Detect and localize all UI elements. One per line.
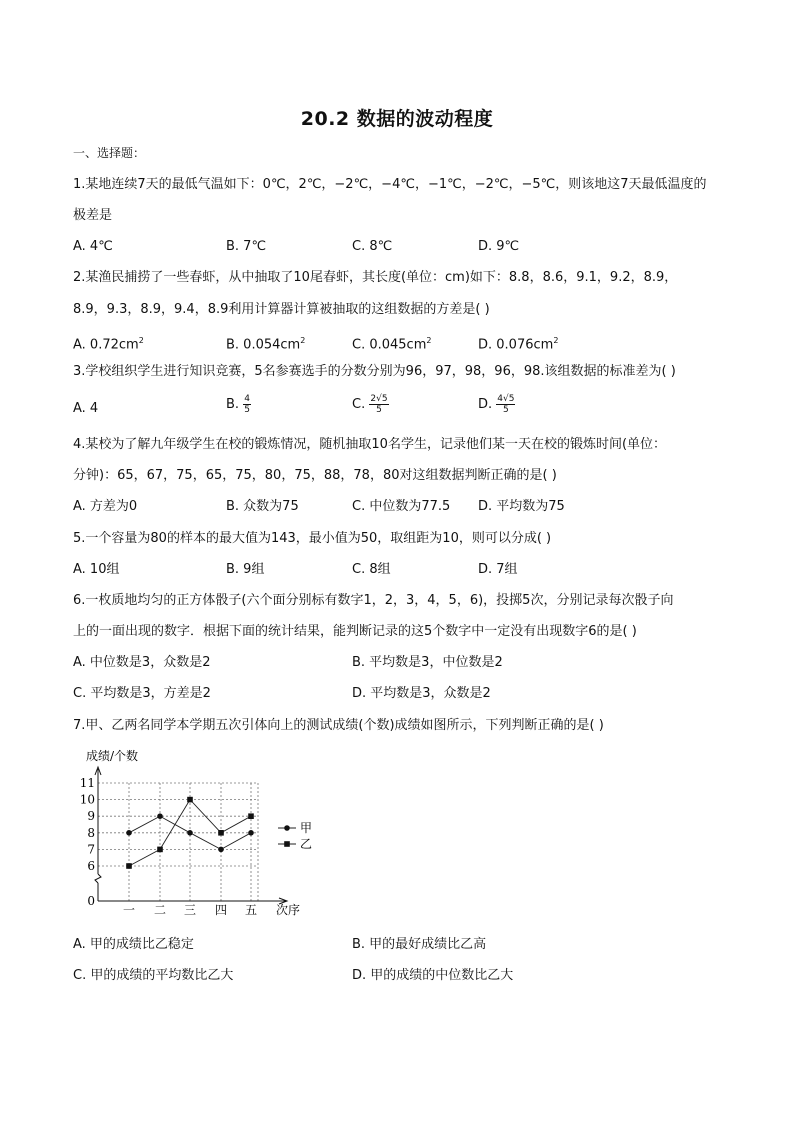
q1-line2: 极差是 [73,208,113,223]
q7-option-c: C. 甲的成绩的平均数比乙大 [73,968,234,983]
q5-line1: 5.一个容量为80的样本的最大值为143，最小值为50，取组距为10，则可以分成( ) [73,531,552,546]
q4-option-b: B. 众数为75 [226,499,299,514]
data-point-乙 [218,830,224,836]
q6-option-c: C. 平均数是3，方差是2 [73,686,211,701]
q3-option-d: D. $\frac{4√5}{5}$ [478,394,515,415]
section-heading: 一、选择题： [73,146,146,160]
q6-line1: 6.一枚质地均匀的正方体骰子(六个面分别标有数字1，2，3，4，5，6)，投掷5次，分别记录每次骰子向 [73,593,674,608]
q4-line1: 4.某校为了解九年级学生在校的锻炼情况，随机抽取10名学生，记录他们某一天在校的锻炼时间(单位： [73,437,667,452]
q2-option-a: A. $0.72cm^2$ [73,336,144,353]
y-tick-label: 7 [87,842,95,857]
data-point-甲 [157,813,163,819]
data-point-甲 [187,830,193,836]
legend-marker [284,841,290,847]
q1-option-c: C. 8℃ [352,239,393,254]
y-tick-label: 6 [87,859,95,873]
q7-option-a: A. 甲的成绩比乙稳定 [73,937,194,952]
x-tick-label: 四 [214,903,228,917]
data-point-甲 [218,847,224,853]
q4-option-c: C. 中位数为77.5 [352,499,451,514]
q1-option-b: B. 7℃ [226,239,267,254]
q6-option-d: D. 平均数是3，众数是2 [352,686,491,701]
q2-line1: 2.某渔民捕捞了一些春虾，从中抽取了10尾春虾，其长度(单位：cm)如下：8.8，8.6，9.1，9.2，8.9， [73,270,678,285]
q1-option-d: D. 9℃ [478,239,520,254]
q3-option-c: C. $\frac{2√5}{5}$ [352,394,388,415]
data-point-乙 [187,797,193,803]
x-tick-label: 三 [183,903,197,917]
q7-option-d: D. 甲的成绩的中位数比乙大 [352,968,514,983]
q3-option-b: B. $\frac{4}{5}$ [226,394,250,415]
data-point-甲 [248,830,254,836]
q6-option-b: B. 平均数是3，中位数是2 [352,655,503,670]
page-title: 20.2 数据的波动程度 [300,108,494,130]
y-tick-label: 8 [87,825,95,840]
line-chart [79,740,322,925]
data-point-甲 [126,830,132,836]
y-tick-label: 0 [87,894,95,908]
q2-option-d: D. $0.076cm^2$ [478,336,559,353]
q4-line2: 分钟)：65，67，75，65，75，80，75，88，78，80对这组数据判断正确的是( ) [73,468,557,483]
q1-option-a: A. 4℃ [73,239,113,254]
q7-option-b: B. 甲的最好成绩比乙高 [352,937,487,952]
q2-option-c: C. $0.045cm^2$ [352,336,432,353]
q3-line1: 3.学校组织学生进行知识竞赛，5名参赛选手的分数分别为96，97，98，96，98.该组数据的标准差为( ) [73,364,676,379]
q1-line1: 1.某地连续7天的最低气温如下：0℃，2℃，−2℃，−4℃，−1℃，−2℃，−5℃，则该地这7天最低温度的 [73,177,707,192]
q5-option-d: D. 7组 [478,562,518,577]
q4-option-d: D. 平均数为75 [478,499,565,514]
y-tick-label: 11 [79,776,95,790]
q7-line1: 7.甲、乙两名同学本学期五次引体向上的测试成绩(个数)成绩如图所示，下列判断正确的是( ) [73,718,604,733]
y-tick-label: 9 [87,809,95,824]
q2-line2: 8.9，9.3，8.9，9.4，8.9利用计算器计算被抽取的这组数据的方差是( ) [73,302,490,317]
data-point-乙 [126,863,132,869]
legend-label: 乙 [300,837,313,851]
data-point-乙 [157,847,163,853]
q5-option-b: B. 9组 [226,562,265,577]
legend-marker [284,825,290,831]
q5-option-a: A. 10组 [73,562,120,577]
q5-option-c: C. 8组 [352,562,391,577]
q4-option-a: A. 方差为0 [73,499,138,514]
y-axis-label: 成绩/个数 [86,749,139,763]
legend-label: 甲 [300,821,313,835]
x-axis-label: 次序 [276,903,301,917]
q6-line2: 上的一面出现的数字．根据下面的统计结果，能判断记录的这5个数字中一定没有出现数字6的是( ) [73,624,637,639]
q3-option-a: A. 4 [73,401,99,416]
x-tick-label: 一 [122,903,136,917]
x-tick-label: 二 [153,903,167,917]
q6-option-a: A. 中位数是3，众数是2 [73,655,211,670]
data-point-乙 [248,813,254,819]
y-tick-label: 10 [79,792,95,807]
axis-break [95,874,101,883]
q2-option-b: B. $0.054cm^2$ [226,336,306,353]
x-tick-label: 五 [244,903,258,917]
